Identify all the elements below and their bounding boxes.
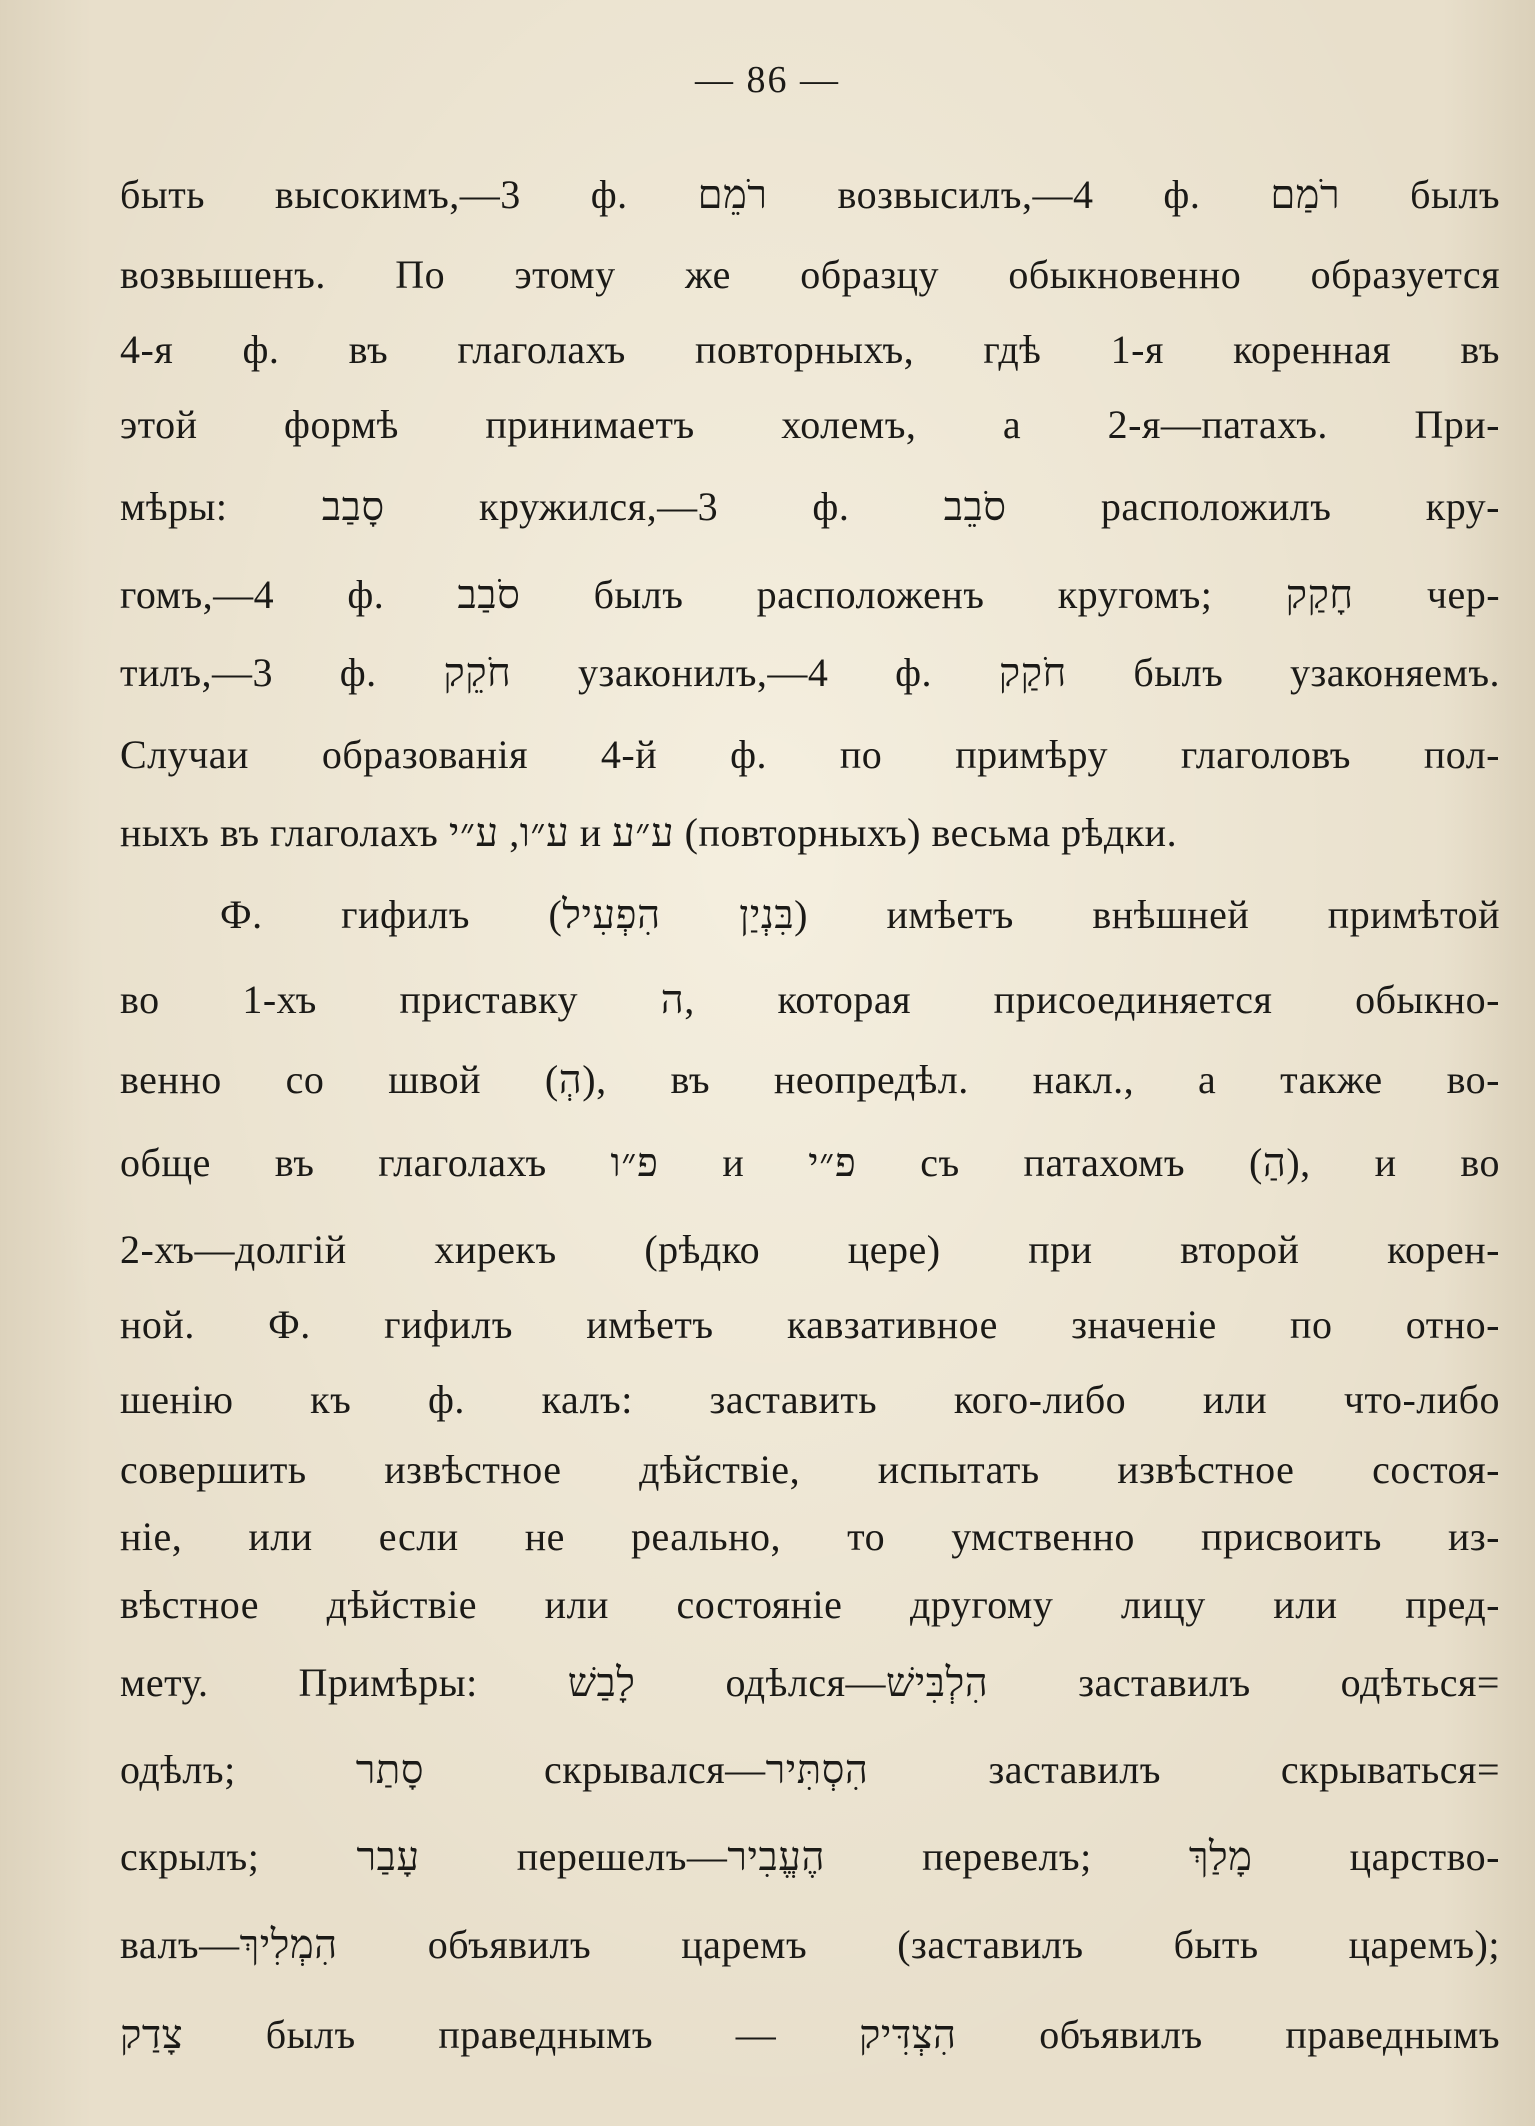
text-line: мѣры: סָבַב кружился,—3 ф. סֹבֵב расположилъ кру- (120, 484, 1500, 529)
text-line: вѣстное дѣйствіе или состояніе другому лицу или пред- (120, 1582, 1500, 1627)
text-line: 2-хъ—долгій хирекъ (рѣдко цере) при второй корен- (120, 1227, 1500, 1272)
text-line: одѣлъ; סָתַר скрывался—הִסְתִּיר заставилъ скрываться= (120, 1747, 1500, 1792)
text-line: шенію къ ф. калъ: заставить кого-либо или что-либо (120, 1377, 1500, 1422)
text-line: валъ—הִמְלִיךְ объявилъ царемъ (заставилъ быть царемъ); (120, 1922, 1500, 1967)
page-number: — 86 — (695, 59, 840, 101)
text-line: гомъ,—4 ф. סֹבַב былъ расположенъ кругомъ; חָקַק чер- (120, 572, 1501, 617)
text-line: тилъ,—3 ф. חֹקֵק узаконилъ,—4 ф. חֹקַק былъ узаконяемъ. (120, 650, 1501, 695)
text-line: ніе, или если не реально, то умственно присвоить из- (120, 1514, 1500, 1559)
text-line: 4-я ф. въ глаголахъ повторныхъ, гдѣ 1-я коренная въ (120, 327, 1500, 372)
text-line: Ф. гифилъ (בִּנְיַן הִפְעִיל) имѣетъ внѣшней примѣтой (220, 892, 1500, 937)
text-line: ныхъ въ глаголахъ ע״ו, ע״י и ע״ע (повторныхъ) весьма рѣдки. (120, 810, 1178, 855)
text-line: возвышенъ. По этому же образцу обыкновенно образуется (120, 252, 1500, 297)
text-line: венно со швой (הְ), въ неопредѣл. накл., а также во- (120, 1057, 1500, 1102)
text-line: ной. Ф. гифилъ имѣетъ кавзативное значеніе по отно- (120, 1302, 1500, 1347)
text-line: совершить извѣстное дѣйствіе, испытать извѣстное состоя- (120, 1447, 1500, 1492)
text-line: צָדַק былъ праведнымъ — הִצְדִּיק объявилъ праведнымъ (120, 2012, 1501, 2057)
text-line: мету. Примѣры: לָבַשׁ одѣлся—הִלְבִּישׁ заставилъ одѣться= (120, 1660, 1500, 1705)
text-line: Случаи образованія 4-й ф. по примѣру глаголовъ пол- (120, 732, 1500, 777)
text-line: этой формѣ принимаетъ холемъ, а 2-я—патахъ. При- (120, 402, 1500, 447)
text-line: скрылъ; עָבַר перешелъ—הֶעֱבִיר перевелъ; מָלַךְ царство- (120, 1834, 1500, 1879)
text-line: быть высокимъ,—3 ф. רֹמֵם возвысилъ,—4 ф. רֹמַם былъ (120, 172, 1501, 217)
text-line: обще въ глаголахъ פ״ו и פ״י съ патахомъ (הַ), и во (120, 1140, 1500, 1185)
text-line: во 1-хъ приставку ה, которая присоединяется обыкно- (120, 977, 1500, 1022)
